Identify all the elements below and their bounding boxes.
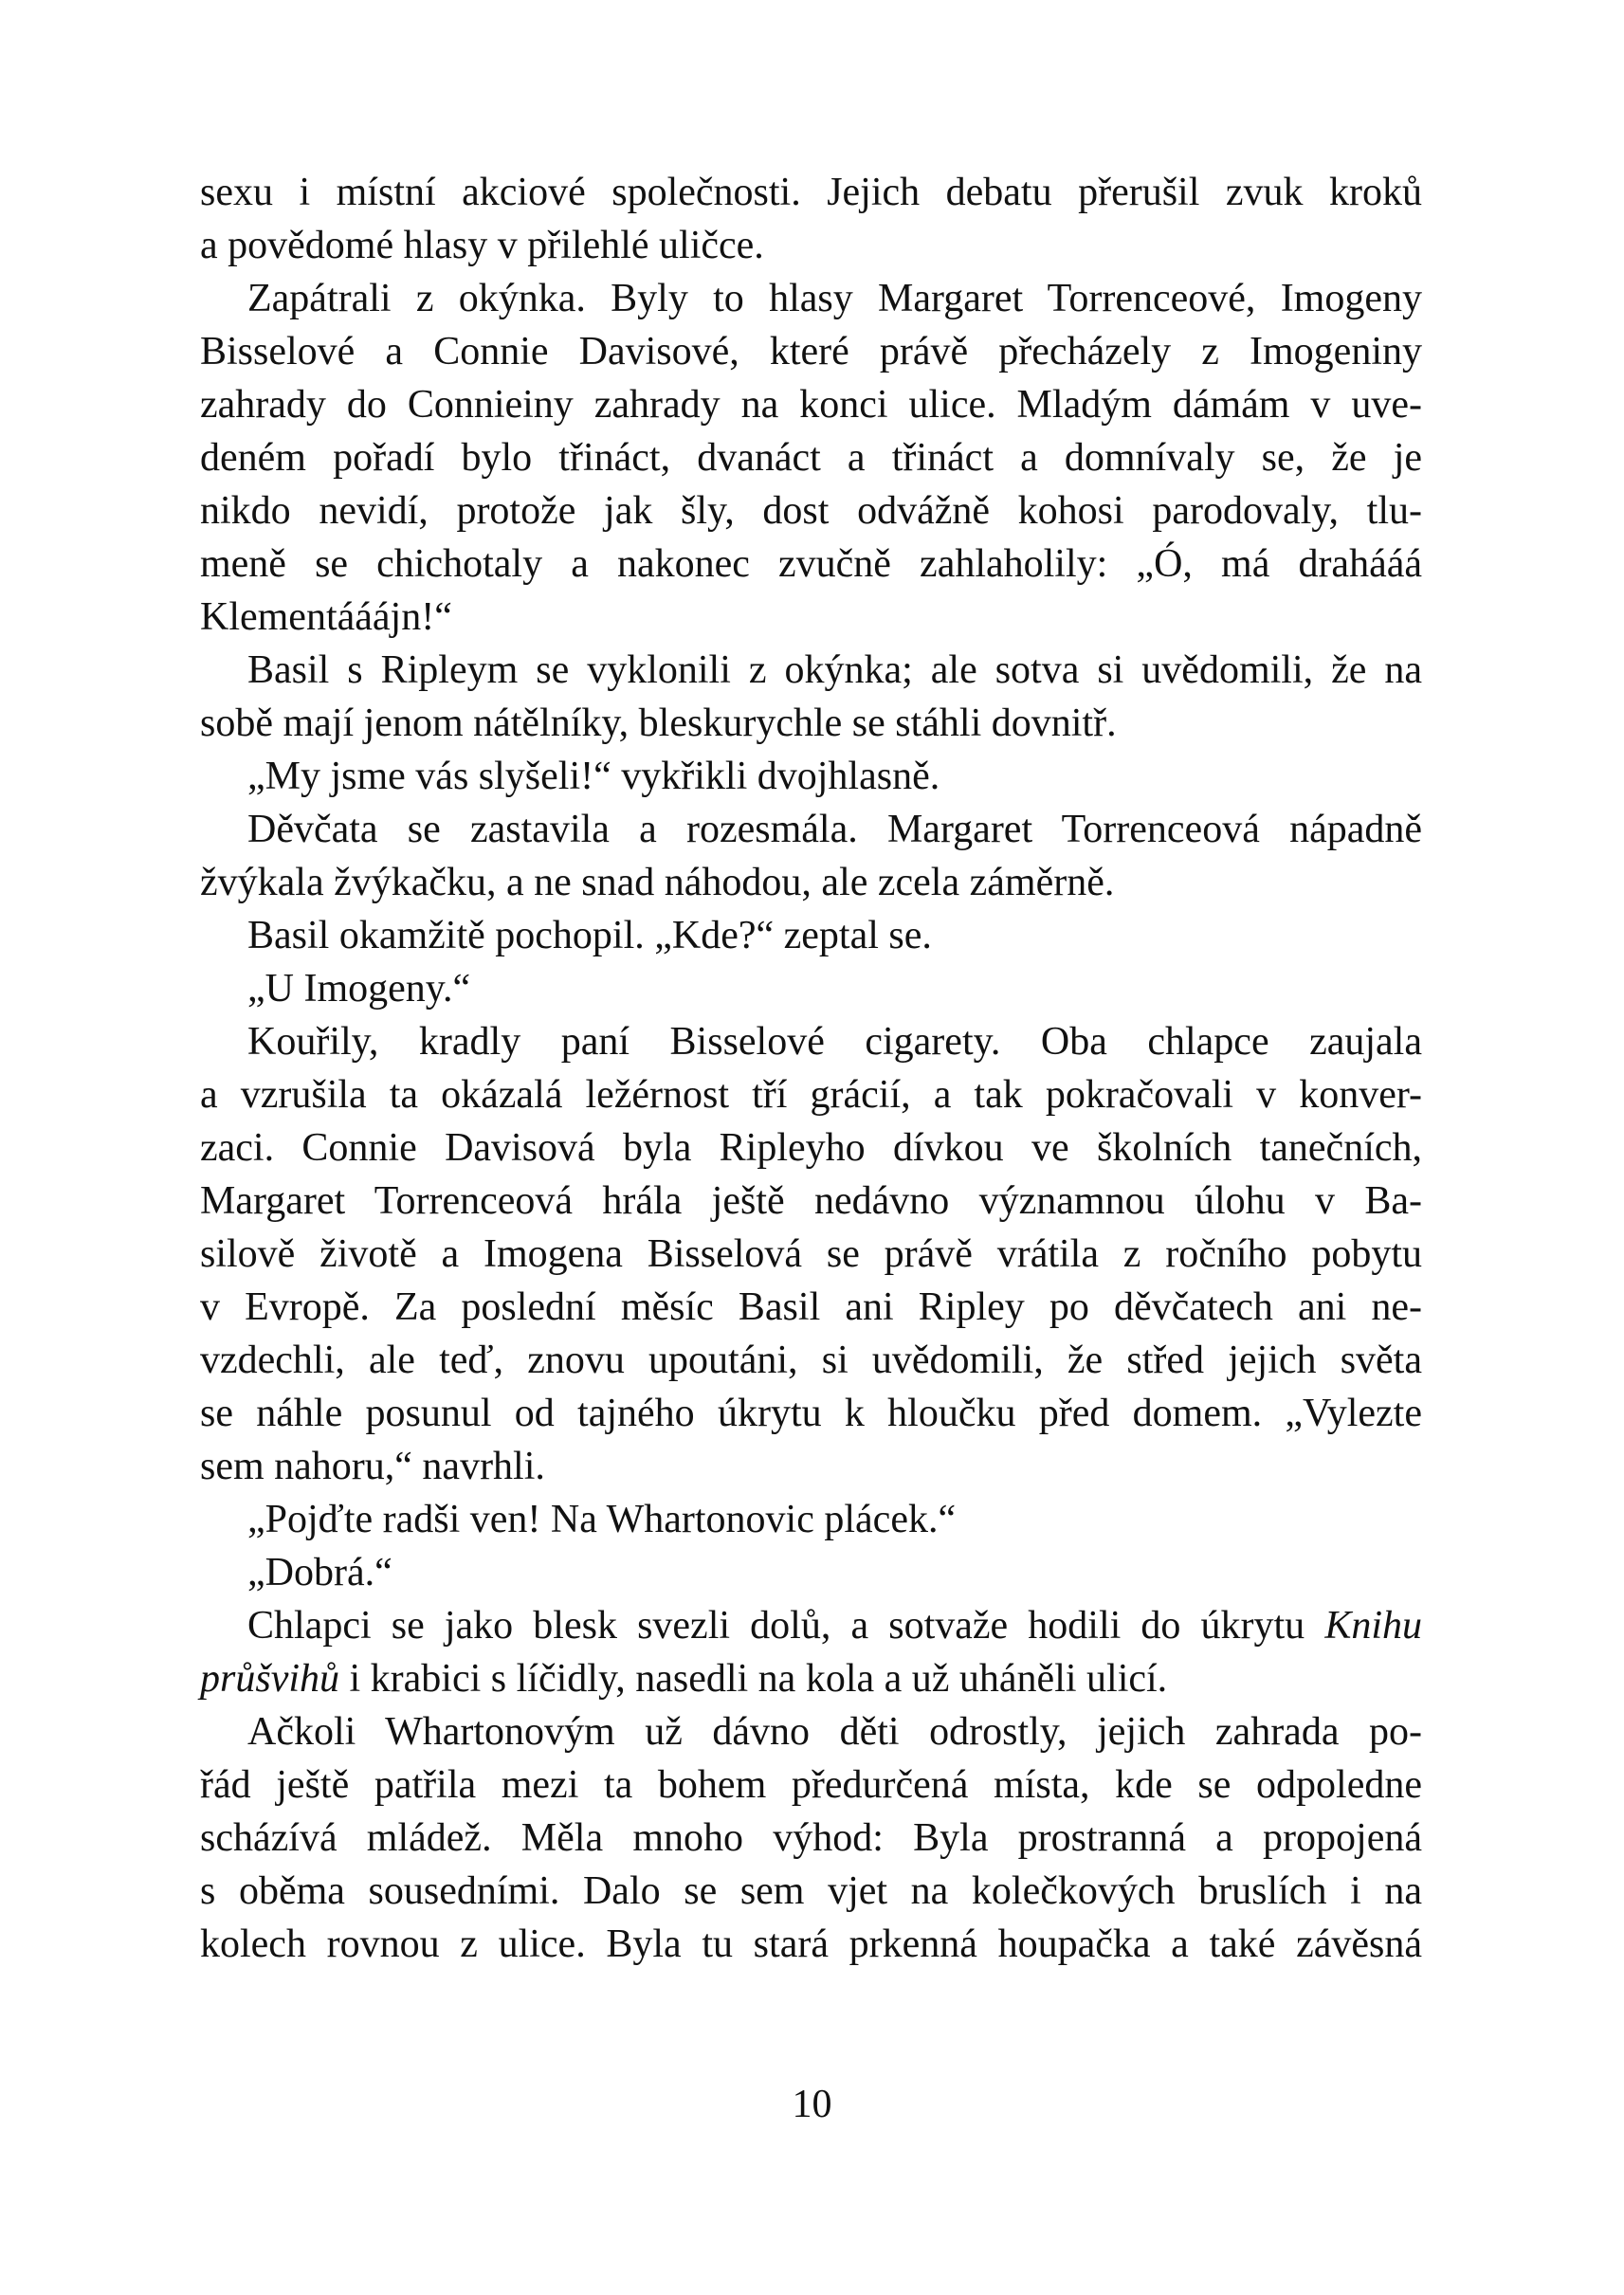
text-line: a povědomé hlasy v přilehlé uličce. xyxy=(200,224,764,267)
text-line: kolech rovnou z ulice. Byla tu stará prkenná houpačka a také závěsná xyxy=(200,1922,1422,1966)
text-line: sem nahoru,“ navrhli. xyxy=(200,1445,545,1488)
text-line: s oběma sousedními. Dalo se sem vjet na kolečkových bruslích i na xyxy=(200,1869,1422,1913)
text-line: průšvihů i krabici s líčidly, nasedli na kola a už uháněli ulicí. xyxy=(200,1657,1168,1701)
text-line: vzdechli, ale teď, znovu upoutáni, si uvědomili, že střed jejich světa xyxy=(200,1339,1422,1382)
text-line: „Pojďte radši ven! Na Whartonovic plácek.“ xyxy=(247,1498,957,1541)
text-line: Basil s Ripleym se vyklonili z okýnka; ale sotva si uvědomili, že na xyxy=(247,648,1422,692)
text-line: Kouřily, kradly paní Bisselové cigarety. Oba chlapce zaujala xyxy=(247,1020,1422,1064)
text-line: Klementááájn!“ xyxy=(200,595,452,639)
text-line: nikdo nevidí, protože jak šly, dost odvážně kohosi parodovaly, tlu- xyxy=(200,489,1422,533)
page-number: 10 xyxy=(792,2083,832,2126)
text-line: „Dobrá.“ xyxy=(247,1551,392,1594)
text-line: se náhle posunul od tajného úkrytu k hloučku před domem. „Vylezte xyxy=(200,1392,1422,1435)
text-line: v Evropě. Za poslední měsíc Basil ani Ripley po děvčatech ani ne- xyxy=(200,1285,1422,1329)
text-line: Chlapci se jako blesk svezli dolů, a sotvaže hodili do úkrytu Knihu xyxy=(247,1604,1422,1648)
text-line: Ačkoli Whartonovým už dávno děti odrostly, jejich zahrada po- xyxy=(247,1710,1422,1754)
text-line: meně se chichotaly a nakonec zvučně zahlaholily: „Ó, má drahááá xyxy=(200,542,1422,586)
text-line: silově životě a Imogena Bisselová se právě vrátila z ročního pobytu xyxy=(200,1232,1422,1276)
text-line: Bisselové a Connie Davisové, které právě přecházely z Imogeniny xyxy=(200,330,1422,373)
text-line: a vzrušila ta okázalá ležérnost tří grácií, a tak pokračovali v konver- xyxy=(200,1073,1422,1117)
text-line: „My jsme vás slyšeli!“ vykřikli dvojhlasně. xyxy=(247,755,940,798)
text-line: sexu i místní akciové společnosti. Jejich debatu přerušil zvuk kroků xyxy=(200,171,1422,214)
text-line: řád ještě patřila mezi ta bohem předurčená místa, kde se odpoledne xyxy=(200,1763,1422,1807)
text-line: Děvčata se zastavila a rozesmála. Margaret Torrenceová nápadně xyxy=(247,808,1422,851)
text-line: žvýkala žvýkačku, a ne snad náhodou, ale zcela záměrně. xyxy=(200,861,1115,904)
body-text xyxy=(200,166,1422,1971)
text-line: Margaret Torrenceová hrála ještě nedávno významnou úlohu v Ba- xyxy=(200,1179,1422,1223)
text-line: zahrady do Connieiny zahrady na konci ulice. Mladým dámám v uve- xyxy=(200,383,1422,427)
text-line: Basil okamžitě pochopil. „Kde?“ zeptal se. xyxy=(247,914,932,957)
text-line: deném pořadí bylo třináct, dvanáct a třináct a domnívaly se, že je xyxy=(200,436,1422,480)
text-line: Zapátrali z okýnka. Byly to hlasy Margaret Torrenceové, Imogeny xyxy=(247,277,1422,320)
text-line: „U Imogeny.“ xyxy=(247,967,471,1011)
text-line: sobě mají jenom nátělníky, bleskurychle se stáhli dovnitř. xyxy=(200,701,1117,745)
text-line: scházívá mládež. Měla mnoho výhod: Byla prostranná a propojená xyxy=(200,1816,1422,1860)
text-line: zaci. Connie Davisová byla Ripleyho dívkou ve školních tanečních, xyxy=(200,1126,1422,1170)
